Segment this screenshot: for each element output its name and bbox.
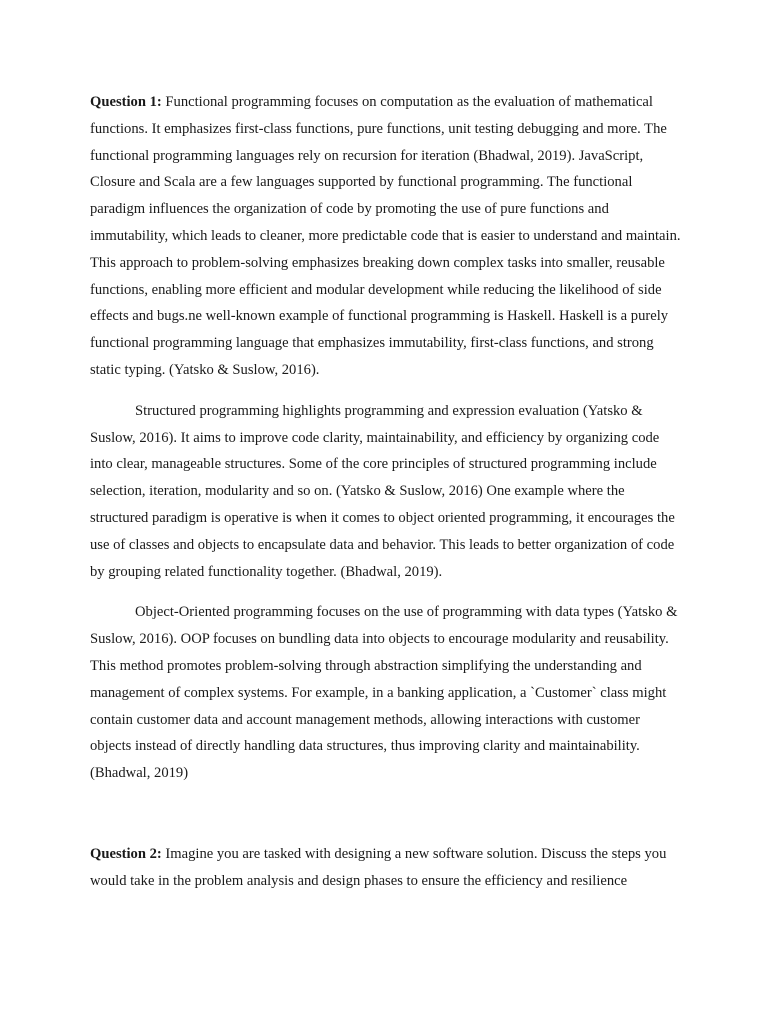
question-2-label: Question 2:	[90, 845, 162, 862]
question-1-label: Question 1:	[90, 94, 162, 110]
question-2-text: Imagine you are tasked with designing a new software solution. Discuss the steps you would take in the problem analysis and design phases to ensure the efficiency and resilience	[90, 845, 667, 889]
question-2-paragraph	[90, 841, 682, 895]
document-page	[90, 89, 682, 895]
question-1-text: Functional programming focuses on computation as the evaluation of mathematical functions. It emphasizes first-class functions, pure functions, unit testing debugging and more. The functional programming languages rely on recursion for iteration (Bhadwal, 2019). JavaScript, Closure and Scala are a few languages supported by functional programming. The functional paradigm influences the organization of code by promoting the use of pure functions and immutability, which leads to cleaner, more predictable code that is easier to understand and maintain. This approach to problem-solving emphasizes breaking down complex tasks into smaller, reusable functions, enabling more efficient and modular development while reducing the likelihood of side effects and bugs.ne well-known example of functional programming is Haskell. Haskell is a purely functional programming language that emphasizes immutability, first-class functions, and strong static typing. (Yatsko & Suslow, 2016).	[90, 94, 681, 378]
question-1-paragraph	[90, 89, 682, 384]
oop-paragraph: Object-Oriented programming focuses on the use of programming with data types (Yatsko & Suslow, 2016). OOP focuses on bundling data into objects to encourage modularity and reusability. This method promotes problem-solving through abstraction simplifying the understanding and management of complex systems. For example, in a banking application, a `Customer` class might contain customer data and account management methods, allowing interactions with customer objects instead of directly handling data structures, thus improving clarity and maintainability. (Bhadwal, 2019)	[90, 604, 678, 782]
structured-programming-paragraph: Structured programming highlights programming and expression evaluation (Yatsko & Suslow, 2016). It aims to improve code clarity, maintainability, and efficiency by organizing code into clear, manageable structures. Some of the core principles of structured programming include selection, iteration, modularity and so on. (Yatsko & Suslow, 2016) One example where the structured paradigm is operative is when it comes to object oriented programming, it encourages the use of classes and objects to encapsulate data and behavior. This leads to better organization of code by grouping related functionality together. (Bhadwal, 2019).	[90, 402, 675, 580]
